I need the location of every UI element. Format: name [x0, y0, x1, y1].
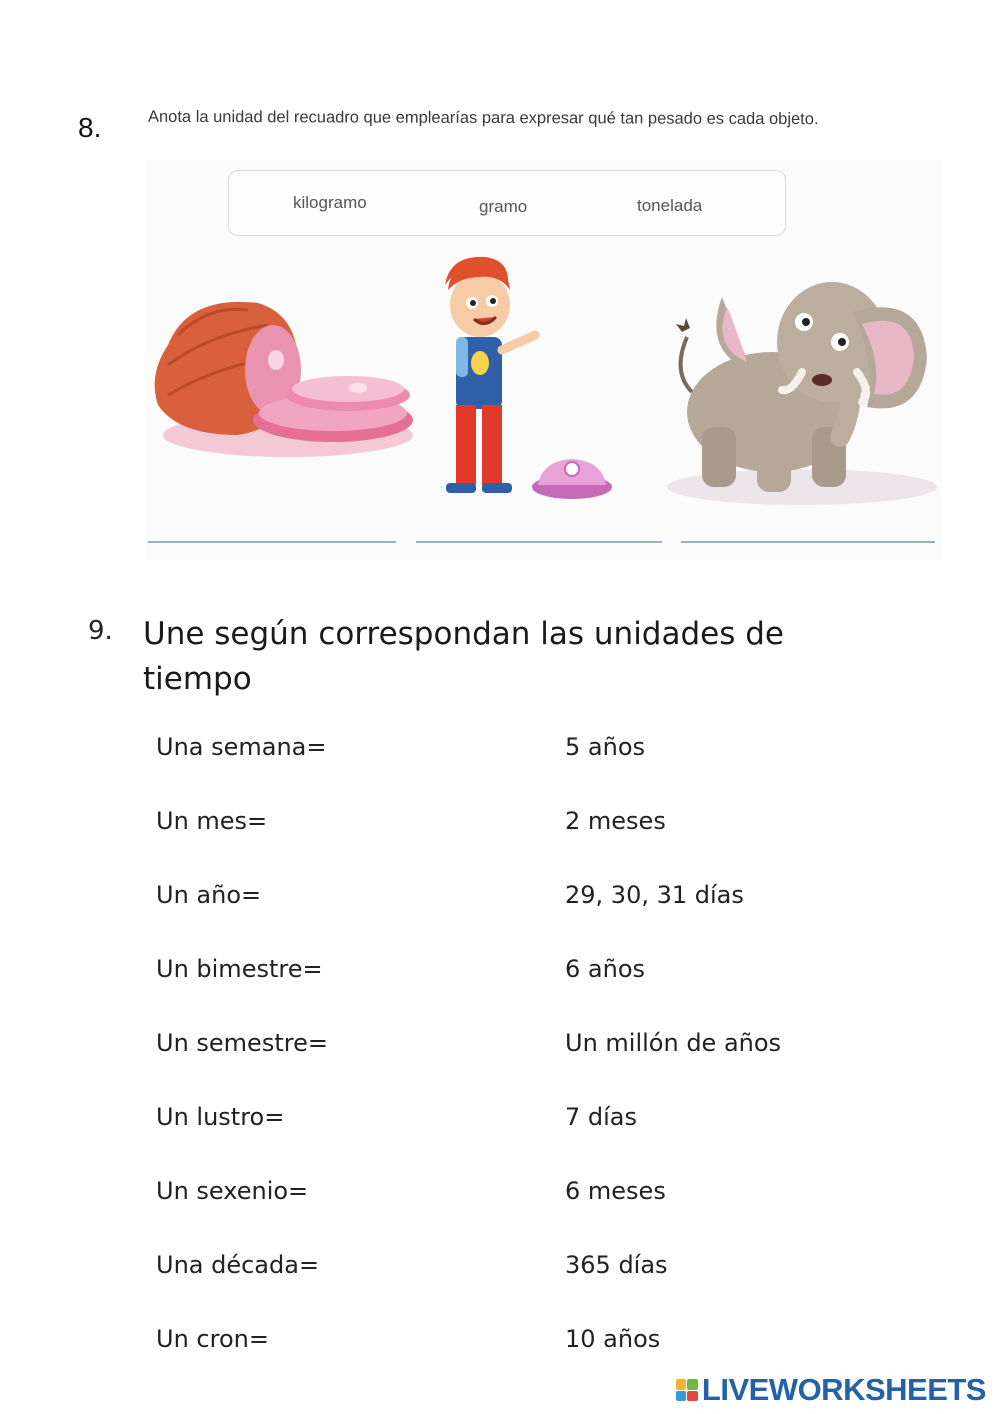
answer-line-3[interactable]: [681, 541, 935, 543]
time-value-option[interactable]: 2 meses: [565, 807, 666, 835]
liveworksheets-brand: [676, 1372, 986, 1408]
time-value-option[interactable]: 6 años: [565, 955, 646, 983]
answer-line-1[interactable]: [148, 541, 396, 543]
time-value-option[interactable]: Un millón de años: [565, 1029, 782, 1057]
time-unit-label[interactable]: Un cron=: [156, 1325, 269, 1353]
time-unit-label[interactable]: Un lustro=: [156, 1103, 285, 1131]
answer-line-2[interactable]: [416, 541, 662, 543]
question-9-title: Une según correspondan las unidades de tiempo: [143, 616, 784, 697]
question-9-number: 9.: [88, 616, 113, 646]
time-value-option[interactable]: 365 días: [565, 1251, 668, 1279]
liveworksheets-logo-icon: [676, 1379, 698, 1401]
question-8-number: 8.: [78, 112, 102, 143]
time-unit-label[interactable]: Un sexenio=: [156, 1177, 309, 1205]
time-unit-label[interactable]: Un año=: [156, 881, 262, 909]
liveworksheets-brand-text: LIVEWORKSHEETS: [701, 1372, 986, 1407]
time-value-option[interactable]: 6 meses: [565, 1177, 666, 1205]
elephant-illustration: [662, 262, 942, 507]
time-value-option[interactable]: 10 años: [565, 1325, 661, 1353]
question-8-instruction: Anota la unidad del recuadro que emplearías para expresar qué tan pesado es cada objeto.: [147, 107, 819, 129]
unit-option-gramo: gramo: [479, 197, 528, 216]
unit-option-kilogramo: kilogramo: [293, 193, 367, 212]
time-value-option[interactable]: 29, 30, 31 días: [565, 881, 744, 909]
time-unit-label[interactable]: Un semestre=: [156, 1029, 328, 1057]
time-unit-label[interactable]: Una década=: [156, 1251, 320, 1279]
scale-illustration: [528, 455, 616, 500]
unit-option-tonelada: tonelada: [637, 196, 703, 215]
time-unit-label[interactable]: Un bimestre=: [156, 955, 323, 983]
time-unit-label[interactable]: Una semana=: [156, 733, 327, 761]
time-value-option[interactable]: 5 años: [565, 733, 646, 761]
time-value-option[interactable]: 7 días: [565, 1103, 638, 1131]
unit-options-box: [228, 170, 786, 236]
ham-illustration: [148, 285, 418, 465]
time-unit-label[interactable]: Un mes=: [156, 807, 268, 835]
